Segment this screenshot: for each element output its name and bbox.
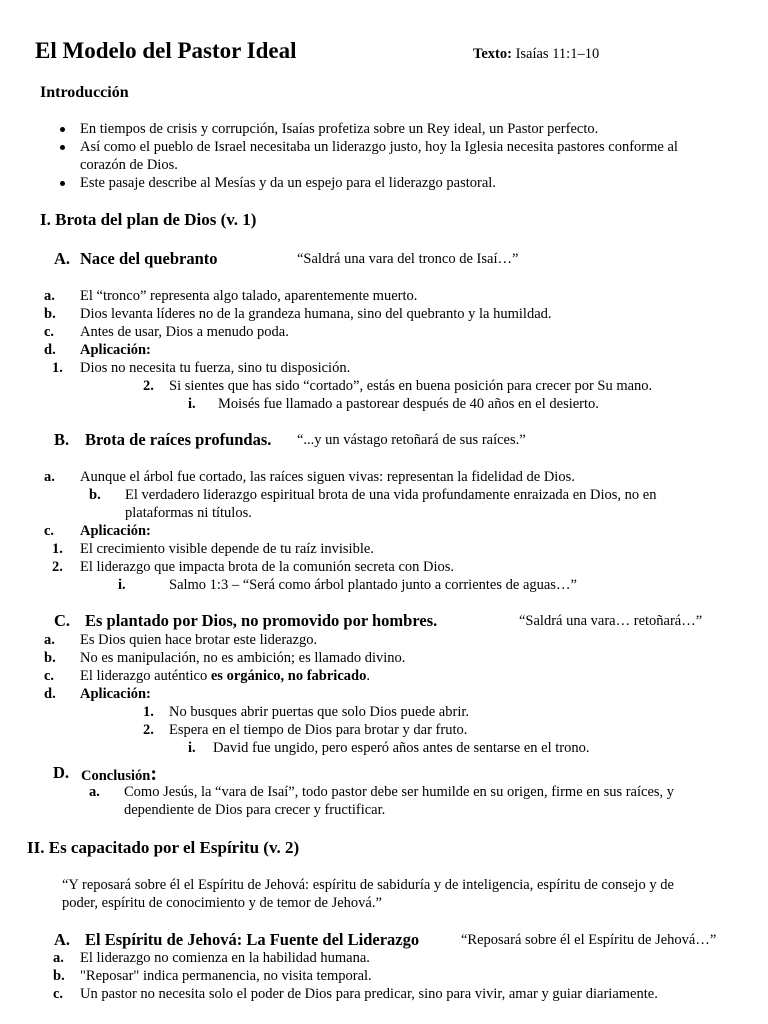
texto-label: Texto:: [473, 46, 512, 62]
list-item-1c-i1: David fue ungido, pero esperó años antes de sentarse en el trono.: [213, 740, 590, 756]
list-marker: c.: [44, 668, 55, 684]
bullet-icon: [60, 145, 65, 150]
list-item-1a-a: El “tronco” representa algo talado, aparentemente muerto.: [80, 288, 418, 304]
intro-bullet-3: Este pasaje describe al Mesías y da un espejo para el liderazgo pastoral.: [80, 175, 496, 191]
list-marker: c.: [44, 523, 55, 539]
list-marker: c.: [53, 986, 64, 1002]
subsection-1c-quote: “Saldrá una vara… retoñará…”: [519, 613, 703, 629]
list-item-1a-c: Antes de usar, Dios a menudo poda.: [80, 324, 289, 340]
subsection-1b-label: B.: [54, 430, 70, 449]
list-item-1a-d: Aplicación:: [80, 342, 151, 358]
list-marker: i.: [118, 577, 126, 593]
subsection-1a-title: Nace del quebranto: [80, 249, 218, 268]
list-item-1c-a: Es Dios quien hace brotar este liderazgo.: [80, 632, 318, 648]
list-marker: 1.: [52, 360, 63, 376]
list-item-1c-c: [80, 667, 370, 685]
list-item-1c-n2: Espera en el tiempo de Dios para brotar y dar fruto.: [169, 722, 468, 738]
subsection-1b-title: Brota de raíces profundas.: [85, 430, 272, 449]
intro-bullet-2-line-1: Así como el pueblo de Israel necesitaba un liderazgo justo, hoy la Iglesia necesita pastores conforme al: [80, 139, 678, 155]
list-marker: b.: [44, 306, 56, 322]
conclusion-line-2: dependiente de Dios para crecer y fructificar.: [124, 802, 386, 818]
list-marker: i.: [188, 396, 196, 412]
subsection-1d-title: [81, 765, 157, 785]
list-item-1a-n1: Dios no necesita tu fuerza, sino tu disposición.: [80, 360, 351, 376]
section-2-quote-line-1: “Y reposará sobre él el Espíritu de Jehová: espíritu de sabiduría y de inteligencia, espíritu de consejo y de: [62, 877, 674, 893]
list-item-1a-i1: Moisés fue llamado a pastorear después de 40 años en el desierto.: [218, 396, 599, 412]
conclusion-line-1: Como Jesús, la “vara de Isaí”, todo pastor debe ser humilde en su origen, firme en sus raíces, y: [124, 784, 675, 800]
list-marker: a.: [44, 288, 55, 304]
section-1-heading: I. Brota del plan de Dios (v. 1): [40, 210, 257, 229]
list-marker: c.: [44, 324, 55, 340]
subsection-1c-title: Es plantado por Dios, no promovido por hombres.: [85, 611, 438, 630]
list-item-1c-d: Aplicación:: [80, 686, 151, 702]
list-marker: d.: [44, 342, 56, 358]
list-item-2a-a: El liderazgo no comienza en la habilidad humana.: [80, 950, 370, 966]
list-marker: a.: [44, 469, 55, 485]
list-item-1b-b-line-2: plataformas ni títulos.: [125, 505, 252, 521]
subsection-2a-label: A.: [54, 930, 71, 949]
list-item-1c-c-post: .: [366, 668, 370, 684]
list-item-1b-n1: El crecimiento visible depende de tu raíz invisible.: [80, 541, 374, 557]
list-item-1a-b: Dios levanta líderes no de la grandeza humana, sino del quebranto y la humildad.: [80, 306, 552, 322]
conclusion-word: Conclusión: [81, 768, 151, 784]
list-marker: 1.: [143, 704, 154, 720]
subsection-1c-label: C.: [54, 611, 71, 630]
list-item-1c-c-bold: es orgánico, no fabricado: [210, 668, 367, 684]
subsection-1d-label: D.: [53, 763, 70, 782]
subsection-1a-label: A.: [54, 249, 71, 268]
list-item-1b-b-line-1: El verdadero liderazgo espiritual brota de una vida profundamente enraizada en Dios, no en: [125, 487, 657, 503]
list-marker: b.: [53, 968, 65, 984]
bullet-icon: [60, 127, 65, 132]
list-item-1c-n1: No busques abrir puertas que solo Dios puede abrir.: [169, 704, 470, 720]
list-marker: a.: [53, 950, 64, 966]
list-marker: 2.: [143, 722, 154, 738]
list-item-2a-b: "Reposar" indica permanencia, no visita temporal.: [80, 968, 372, 984]
conclusion-colon: :: [150, 763, 157, 785]
list-marker: i.: [188, 740, 196, 756]
subsection-1a-quote: “Saldrá una vara del tronco de Isaí…”: [297, 251, 519, 267]
list-item-1a-n2: Si sientes que has sido “cortado”, estás en buena posición para crecer por Su mano.: [169, 378, 653, 394]
list-item-1b-a: Aunque el árbol fue cortado, las raíces siguen vivas: representan la fidelidad de Dios.: [80, 469, 575, 485]
intro-bullet-1: En tiempos de crisis y corrupción, Isaías profetiza sobre un Rey ideal, un Pastor perfecto.: [80, 121, 599, 137]
scripture-reference: [473, 45, 599, 63]
page-title: El Modelo del Pastor Ideal: [35, 38, 297, 63]
subsection-2a-title: El Espíritu de Jehová: La Fuente del Liderazgo: [85, 930, 420, 949]
section-2-heading: II. Es capacitado por el Espíritu (v. 2): [27, 838, 300, 857]
list-item-2a-c: Un pastor no necesita solo el poder de Dios para predicar, sino para vivir, amar y guiar diariamente.: [80, 986, 658, 1002]
list-marker: a.: [44, 632, 55, 648]
subsection-1b-quote: “...y un vástago retoñará de sus raíces.”: [297, 432, 526, 448]
list-item-1c-b: No es manipulación, no es ambición; es llamado divino.: [80, 650, 406, 666]
list-marker: 2.: [143, 378, 154, 394]
list-marker: 2.: [52, 559, 63, 575]
list-item-1b-c: Aplicación:: [80, 523, 151, 539]
list-marker: d.: [44, 686, 56, 702]
list-marker: a.: [89, 784, 100, 800]
list-marker: b.: [44, 650, 56, 666]
section-2-quote-line-2: poder, espíritu de conocimiento y de temor de Jehová.”: [62, 895, 382, 911]
list-item-1b-i1: Salmo 1:3 – “Será como árbol plantado junto a corrientes de aguas…”: [169, 577, 577, 593]
list-item-1c-c-pre: El liderazgo auténtico: [80, 668, 211, 684]
list-marker: b.: [89, 487, 101, 503]
intro-heading: Introducción: [40, 84, 129, 101]
bullet-icon: [60, 181, 65, 186]
list-marker: 1.: [52, 541, 63, 557]
intro-bullet-2-line-2: corazón de Dios.: [80, 157, 178, 173]
list-item-1b-n2: El liderazgo que impacta brota de la comunión secreta con Dios.: [80, 559, 455, 575]
texto-ref: Isaías 11:1–10: [515, 46, 600, 62]
subsection-2a-quote: “Reposará sobre él el Espíritu de Jehová…”: [461, 932, 717, 948]
